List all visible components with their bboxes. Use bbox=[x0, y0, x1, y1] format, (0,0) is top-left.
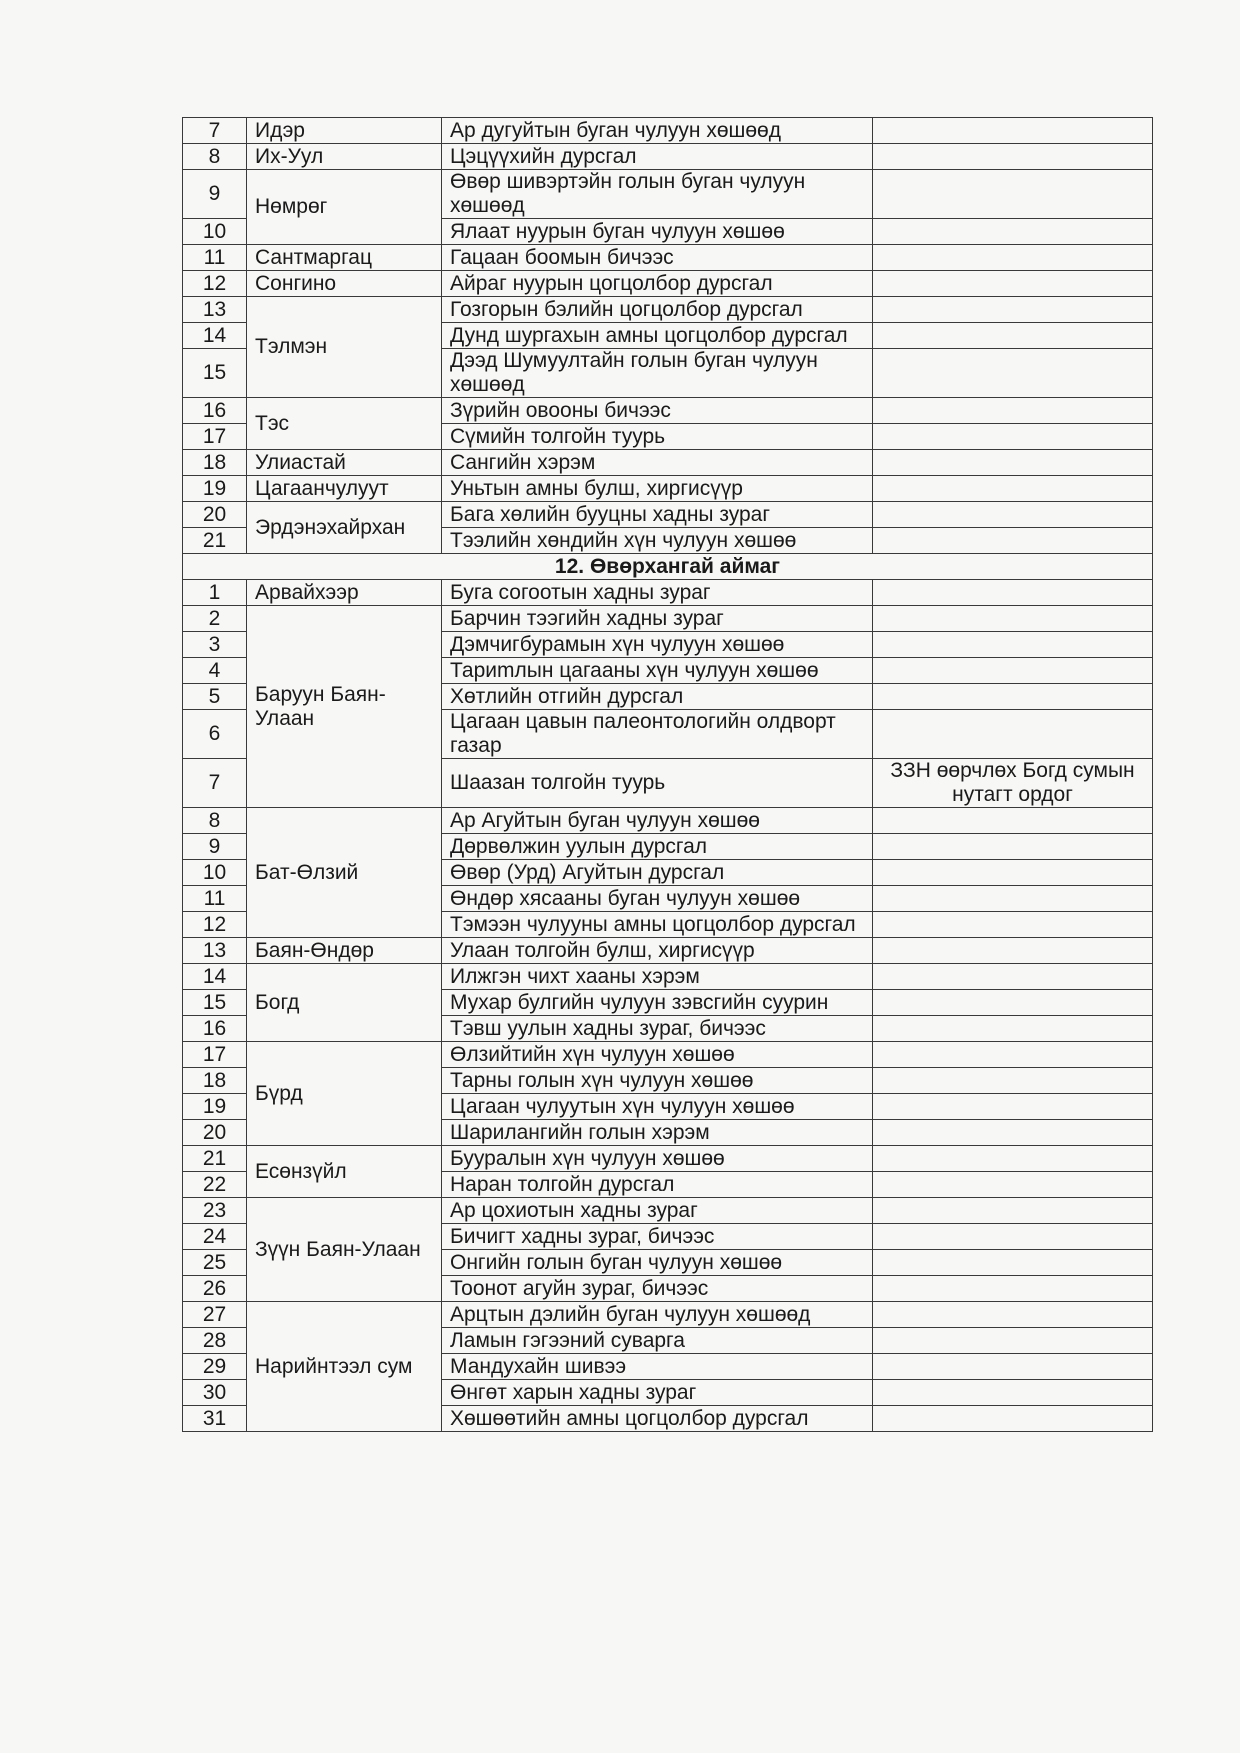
soum-name: Эрдэнэхайрхан bbox=[247, 502, 442, 554]
site-name: Цэцүүхийн дурсгал bbox=[442, 144, 873, 170]
site-name: Ар цохиотын хадны зураг bbox=[442, 1198, 873, 1224]
row-number: 5 bbox=[183, 684, 247, 710]
row-number: 12 bbox=[183, 271, 247, 297]
row-number: 11 bbox=[183, 245, 247, 271]
site-name: Барчин тээгийн хадны зураг bbox=[442, 606, 873, 632]
table-row bbox=[183, 580, 1153, 606]
note-cell bbox=[873, 1354, 1153, 1380]
row-number: 21 bbox=[183, 528, 247, 554]
soum-name: Тэс bbox=[247, 398, 442, 450]
note-cell bbox=[873, 808, 1153, 834]
note-cell bbox=[873, 1120, 1153, 1146]
site-name: Мандухайн шивээ bbox=[442, 1354, 873, 1380]
site-name: Илжгэн чихт хааны хэрэм bbox=[442, 964, 873, 990]
note-cell bbox=[873, 245, 1153, 271]
row-number: 25 bbox=[183, 1250, 247, 1276]
note-cell bbox=[873, 1302, 1153, 1328]
soum-name: Цагаанчулуут bbox=[247, 476, 442, 502]
site-name: Шарилангийн голын хэрэм bbox=[442, 1120, 873, 1146]
row-number: 20 bbox=[183, 1120, 247, 1146]
site-name: Ламын гэгээний суварга bbox=[442, 1328, 873, 1354]
note-cell bbox=[873, 1276, 1153, 1302]
soum-name: Нөмрөг bbox=[247, 170, 442, 245]
site-name: Өвөр шивэртэйн голын буган чулуун хөшөөд bbox=[442, 170, 873, 219]
soum-name: Бүрд bbox=[247, 1042, 442, 1146]
soum-name: Их-Уул bbox=[247, 144, 442, 170]
table-row bbox=[183, 245, 1153, 271]
note-cell bbox=[873, 658, 1153, 684]
site-name: Тэмээн чулууны амны цогцолбор дурсгал bbox=[442, 912, 873, 938]
note-cell: ЗЗН өөрчлөх Богд сумын нутагт ордог bbox=[873, 759, 1153, 808]
note-cell bbox=[873, 1328, 1153, 1354]
row-number: 17 bbox=[183, 424, 247, 450]
row-number: 7 bbox=[183, 118, 247, 144]
section-header-row bbox=[183, 554, 1153, 580]
soum-name: Богд bbox=[247, 964, 442, 1042]
site-name: Тэвш уулын хадны зураг, бичээс bbox=[442, 1016, 873, 1042]
note-cell bbox=[873, 450, 1153, 476]
site-name: Дөрвөлжин уулын дурсгал bbox=[442, 834, 873, 860]
note-cell bbox=[873, 886, 1153, 912]
soum-name: Сантмаргац bbox=[247, 245, 442, 271]
note-cell bbox=[873, 990, 1153, 1016]
site-name: Бичигт хадны зураг, бичээс bbox=[442, 1224, 873, 1250]
row-number: 13 bbox=[183, 297, 247, 323]
site-name: Өвөр (Урд) Агуйтын дурсгал bbox=[442, 860, 873, 886]
row-number: 18 bbox=[183, 450, 247, 476]
row-number: 2 bbox=[183, 606, 247, 632]
note-cell bbox=[873, 632, 1153, 658]
note-cell bbox=[873, 606, 1153, 632]
note-cell bbox=[873, 349, 1153, 398]
row-number: 26 bbox=[183, 1276, 247, 1302]
table-row bbox=[183, 144, 1153, 170]
site-name: Гозгорын бэлийн цогцолбор дурсгал bbox=[442, 297, 873, 323]
site-name: Улаан толгойн булш, хиргисүүр bbox=[442, 938, 873, 964]
site-name: Дунд шургахын амны цогцолбор дурсгал bbox=[442, 323, 873, 349]
row-number: 19 bbox=[183, 476, 247, 502]
note-cell bbox=[873, 219, 1153, 245]
note-cell bbox=[873, 1250, 1153, 1276]
soum-name: Зүүн Баян-Улаан bbox=[247, 1198, 442, 1302]
table-row bbox=[183, 964, 1153, 990]
note-cell bbox=[873, 1068, 1153, 1094]
site-name: Дээд Шумуултайн голын буган чулуун хөшөөд bbox=[442, 349, 873, 398]
note-cell bbox=[873, 502, 1153, 528]
row-number: 6 bbox=[183, 710, 247, 759]
row-number: 14 bbox=[183, 964, 247, 990]
site-name: Сүмийн толгойн туурь bbox=[442, 424, 873, 450]
note-cell bbox=[873, 1042, 1153, 1068]
site-name: Цагаан чулуутын хүн чулуун хөшөө bbox=[442, 1094, 873, 1120]
note-cell bbox=[873, 528, 1153, 554]
row-number: 28 bbox=[183, 1328, 247, 1354]
site-name: Тоонот агуйн зураг, бичээс bbox=[442, 1276, 873, 1302]
row-number: 20 bbox=[183, 502, 247, 528]
site-name: Буга согоотын хадны зураг bbox=[442, 580, 873, 606]
site-name: Цагаан цавын палеонтологийн олдворт газар bbox=[442, 710, 873, 759]
site-name: Хөтлийн отгийн дурсгал bbox=[442, 684, 873, 710]
row-number: 24 bbox=[183, 1224, 247, 1250]
site-name: Хөшөөтийн амны цогцолбор дурсгал bbox=[442, 1406, 873, 1432]
row-number: 3 bbox=[183, 632, 247, 658]
row-number: 27 bbox=[183, 1302, 247, 1328]
site-name: Уньтын амны булш, хиргисүүр bbox=[442, 476, 873, 502]
soum-name: Сонгино bbox=[247, 271, 442, 297]
soum-name: Арвайхээр bbox=[247, 580, 442, 606]
site-name: Онгийн голын буган чулуун хөшөө bbox=[442, 1250, 873, 1276]
row-number: 7 bbox=[183, 759, 247, 808]
table-row bbox=[183, 271, 1153, 297]
note-cell bbox=[873, 323, 1153, 349]
heritage-sites-table bbox=[182, 117, 1153, 1432]
site-name: Арцтын дэлийн буган чулуун хөшөөд bbox=[442, 1302, 873, 1328]
note-cell bbox=[873, 297, 1153, 323]
note-cell bbox=[873, 476, 1153, 502]
site-name: Гацаан боомын бичээс bbox=[442, 245, 873, 271]
table-row bbox=[183, 1198, 1153, 1224]
row-number: 23 bbox=[183, 1198, 247, 1224]
soum-name: Улиастай bbox=[247, 450, 442, 476]
row-number: 10 bbox=[183, 860, 247, 886]
note-cell bbox=[873, 118, 1153, 144]
note-cell bbox=[873, 144, 1153, 170]
table-row bbox=[183, 297, 1153, 323]
site-name: Айраг нуурын цогцолбор дурсгал bbox=[442, 271, 873, 297]
site-name: Тариmлын цагааны хүн чулуун хөшөө bbox=[442, 658, 873, 684]
row-number: 21 bbox=[183, 1146, 247, 1172]
site-name: Өлзийтийн хүн чулуун хөшөө bbox=[442, 1042, 873, 1068]
soum-name: Есөнзүйл bbox=[247, 1146, 442, 1198]
site-name: Бууралын хүн чулуун хөшөө bbox=[442, 1146, 873, 1172]
soum-name: Баруун Баян-Улаан bbox=[247, 606, 442, 808]
note-cell bbox=[873, 170, 1153, 219]
table-row bbox=[183, 808, 1153, 834]
row-number: 15 bbox=[183, 990, 247, 1016]
row-number: 15 bbox=[183, 349, 247, 398]
table-row bbox=[183, 476, 1153, 502]
soum-name: Баян-Өндөр bbox=[247, 938, 442, 964]
soum-name: Идэр bbox=[247, 118, 442, 144]
row-number: 29 bbox=[183, 1354, 247, 1380]
site-name: Дэмчигбурамын хүн чулуун хөшөө bbox=[442, 632, 873, 658]
site-name: Тарны голын хүн чулуун хөшөө bbox=[442, 1068, 873, 1094]
site-name: Ар дугуйтын буган чулуун хөшөөд bbox=[442, 118, 873, 144]
note-cell bbox=[873, 1406, 1153, 1432]
note-cell bbox=[873, 1224, 1153, 1250]
row-number: 16 bbox=[183, 1016, 247, 1042]
table-row bbox=[183, 398, 1153, 424]
row-number: 14 bbox=[183, 323, 247, 349]
note-cell bbox=[873, 424, 1153, 450]
table-row bbox=[183, 606, 1153, 632]
site-name: Ар Агуйтын буган чулуун хөшөө bbox=[442, 808, 873, 834]
note-cell bbox=[873, 1198, 1153, 1224]
table-row bbox=[183, 1042, 1153, 1068]
row-number: 13 bbox=[183, 938, 247, 964]
section-title: 12. Өвөрхангай аймаг bbox=[183, 554, 1153, 580]
note-cell bbox=[873, 938, 1153, 964]
site-name: Ялаат нуурын буган чулуун хөшөө bbox=[442, 219, 873, 245]
row-number: 8 bbox=[183, 808, 247, 834]
note-cell bbox=[873, 580, 1153, 606]
note-cell bbox=[873, 398, 1153, 424]
row-number: 17 bbox=[183, 1042, 247, 1068]
row-number: 8 bbox=[183, 144, 247, 170]
row-number: 9 bbox=[183, 170, 247, 219]
note-cell bbox=[873, 860, 1153, 886]
note-cell bbox=[873, 964, 1153, 990]
row-number: 4 bbox=[183, 658, 247, 684]
table-row bbox=[183, 118, 1153, 144]
note-cell bbox=[873, 912, 1153, 938]
note-cell bbox=[873, 834, 1153, 860]
row-number: 11 bbox=[183, 886, 247, 912]
table-row bbox=[183, 170, 1153, 219]
row-number: 19 bbox=[183, 1094, 247, 1120]
row-number: 22 bbox=[183, 1172, 247, 1198]
table-row bbox=[183, 502, 1153, 528]
site-name: Шаазан толгойн туурь bbox=[442, 759, 873, 808]
row-number: 9 bbox=[183, 834, 247, 860]
row-number: 12 bbox=[183, 912, 247, 938]
soum-name: Тэлмэн bbox=[247, 297, 442, 398]
site-name: Зүрийн овооны бичээс bbox=[442, 398, 873, 424]
soum-name: Нарийнтээл сум bbox=[247, 1302, 442, 1432]
site-name: Мухар булгийн чулуун зэвсгийн суурин bbox=[442, 990, 873, 1016]
note-cell bbox=[873, 684, 1153, 710]
row-number: 16 bbox=[183, 398, 247, 424]
table-row bbox=[183, 1146, 1153, 1172]
note-cell bbox=[873, 1094, 1153, 1120]
site-name: Бага хөлийн бууцны хадны зураг bbox=[442, 502, 873, 528]
row-number: 31 bbox=[183, 1406, 247, 1432]
row-number: 18 bbox=[183, 1068, 247, 1094]
site-name: Өндөр хясааны буган чулуун хөшөө bbox=[442, 886, 873, 912]
soum-name: Бат-Өлзий bbox=[247, 808, 442, 938]
note-cell bbox=[873, 271, 1153, 297]
table-row bbox=[183, 938, 1153, 964]
row-number: 10 bbox=[183, 219, 247, 245]
site-name: Наран толгойн дурсгал bbox=[442, 1172, 873, 1198]
site-name: Сангийн хэрэм bbox=[442, 450, 873, 476]
site-name: Өнгөт харын хадны зураг bbox=[442, 1380, 873, 1406]
row-number: 30 bbox=[183, 1380, 247, 1406]
note-cell bbox=[873, 1146, 1153, 1172]
table-row bbox=[183, 450, 1153, 476]
row-number: 1 bbox=[183, 580, 247, 606]
table-row bbox=[183, 1302, 1153, 1328]
note-cell bbox=[873, 1172, 1153, 1198]
note-cell bbox=[873, 1016, 1153, 1042]
site-name: Тээлийн хөндийн хүн чулуун хөшөө bbox=[442, 528, 873, 554]
table-body bbox=[183, 118, 1153, 1432]
note-cell bbox=[873, 710, 1153, 759]
note-cell bbox=[873, 1380, 1153, 1406]
